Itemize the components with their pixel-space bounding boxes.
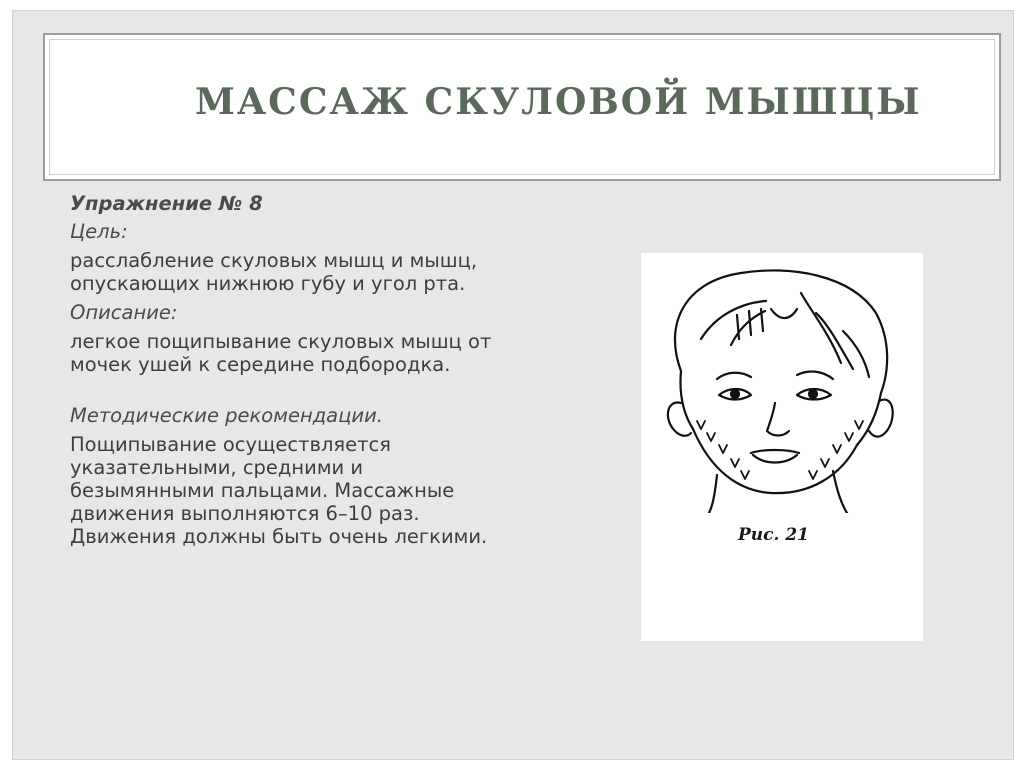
goal-label: Цель: [70, 220, 128, 243]
title-box [43, 33, 1001, 181]
exercise-text-block [70, 192, 500, 554]
description-label: Описание: [70, 301, 178, 324]
exercise-heading: Упражнение № 8 [70, 192, 263, 215]
goal-text: расслабление скуловых мышц и мышц, опускающих нижнюю губу и угол рта. [70, 249, 478, 295]
figure-illustration [641, 253, 923, 641]
description-text: легкое пощипывание скуловых мышц от мочек ушей к середине подбородка. [70, 330, 492, 376]
child-face-drawing [641, 253, 923, 513]
recommendations-text: Пощипывание осуществляется указательными, средними и безымянными пальцами. Массажные движения выполняются 6–10 раз. Движения должны быть очень легкими. [70, 433, 488, 548]
recommendations-label: Методические рекомендации. [70, 404, 383, 427]
figure-caption: Рис. 21 [738, 525, 809, 545]
slide-title: МАССАЖ СКУЛОВОЙ МЫШЦЫ [195, 81, 922, 123]
